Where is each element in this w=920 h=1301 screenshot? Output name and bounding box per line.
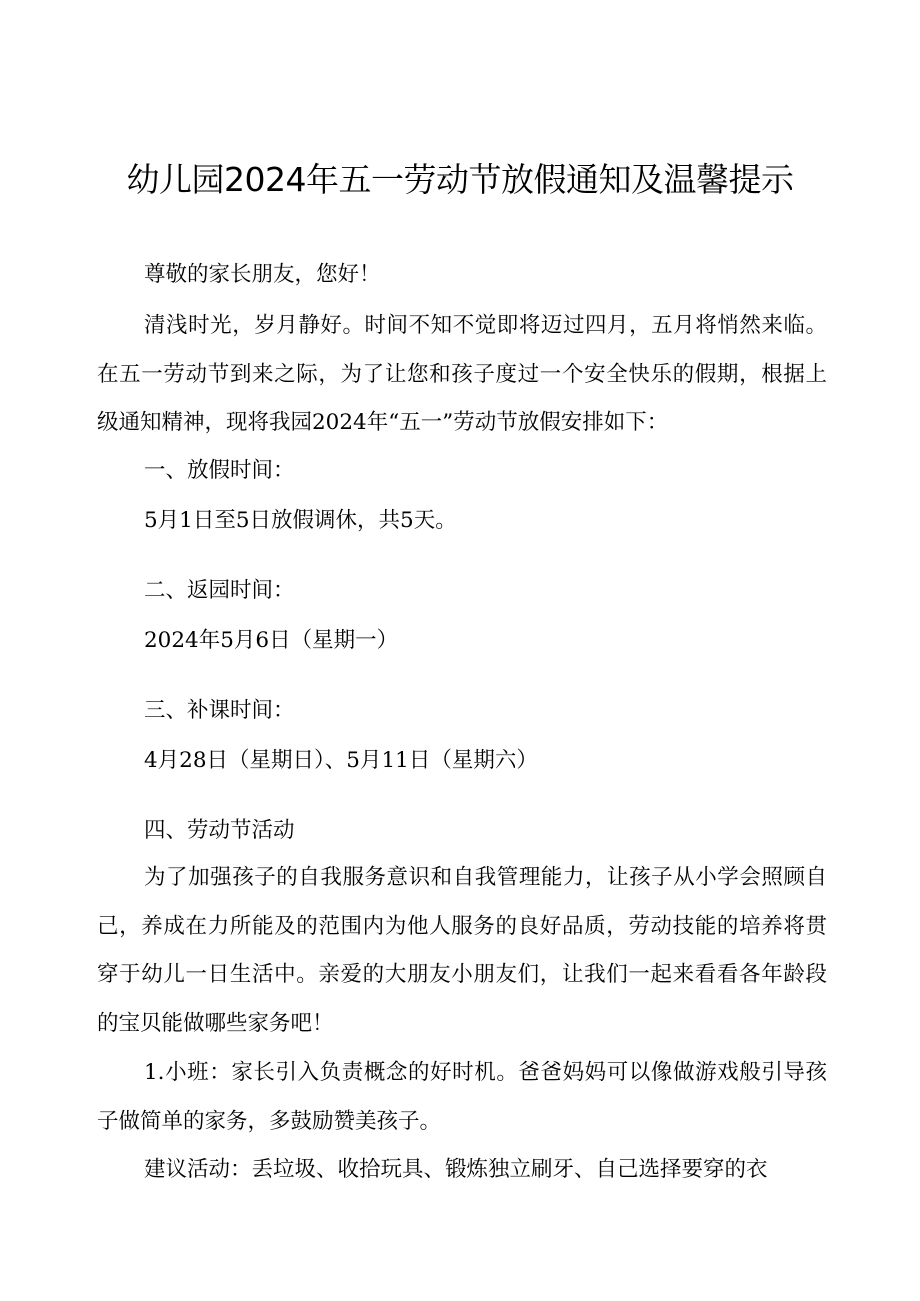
holiday-dates: 5月1日至5日放假调休，共5天。 bbox=[144, 508, 457, 533]
section-heading-return: 二、返园时间： bbox=[144, 578, 295, 603]
list-item-small-class: 1.小班：家长引入负责概念的好时机。爸爸妈妈可以像做游戏般引导孩子做简单的家务，多鼓励赞美孩子。 bbox=[97, 1060, 827, 1134]
section-heading-holiday: 一、放假时间： bbox=[144, 458, 295, 483]
section-heading-activity: 四、劳动节活动 bbox=[144, 818, 295, 843]
section-heading-makeup: 三、补课时间： bbox=[144, 698, 295, 723]
return-date: 2024年5月6日（星期一） bbox=[144, 628, 399, 653]
intro-paragraph: 清浅时光，岁月静好。时间不知不觉即将迈过四月，五月将悄然来临。在五一劳动节到来之际，为了让您和孩子度过一个安全快乐的假期，根据上级通知精神，现将我园2024年“五一”劳动节放假安排如下： bbox=[97, 313, 827, 436]
greeting: 尊敬的家长朋友，您好！ bbox=[144, 262, 381, 287]
activity-paragraph: 为了加强孩子的自我服务意识和自我管理能力，让孩子从小学会照顾自己，养成在力所能及的范围内为他人服务的良好品质，劳动技能的培养将贯穿于幼儿一日生活中。亲爱的大朋友小朋友们，让我们一起来看看各年龄段的宝贝能做哪些家务吧！ bbox=[97, 865, 827, 1036]
makeup-dates: 4月28日（星期日）、5月11日（星期六） bbox=[144, 748, 538, 773]
suggestion-line: 建议活动：丢垃圾、收拾玩具、锻炼独立刷牙、自己选择要穿的衣 bbox=[144, 1157, 768, 1182]
document-title: 幼儿园2024年五一劳动节放假通知及温馨提示 bbox=[126, 160, 794, 199]
